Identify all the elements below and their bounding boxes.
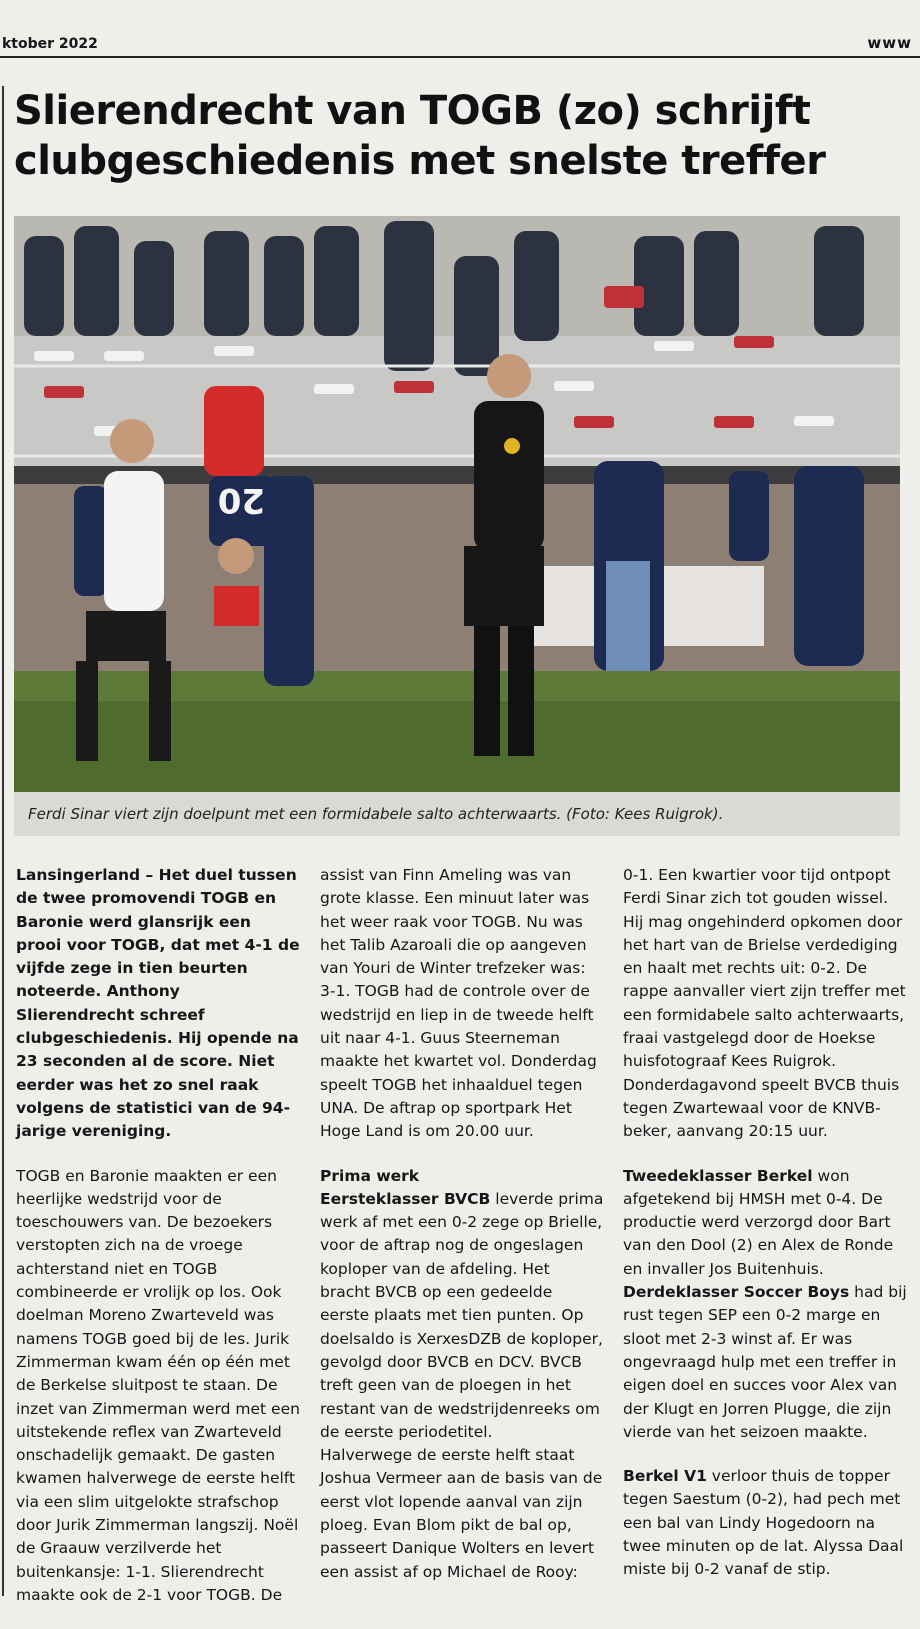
paragraph: Halverwege de eerste helft staat Joshua Vermeer aan de basis van de eerst vlot lopende aanval van zijn ploeg. Evan Blom pikt de bal op, passeert Danique Wolters en levert een assist af op Michael de Rooy: (320, 1446, 603, 1581)
paragraph-text: verloor thuis de topper tegen Saestum (0-2), had pech met een bal van Lindy Hogedoorn na twee minuten op de lat. Alyssa Daal miste bij 0-2 vanaf de stip. (623, 1467, 904, 1579)
article-lead: Lansingerland – Het duel tussen de twee promovendi TOGB en Baronie werd glansrijk een prooi voor TOGB, dat met 4-1 de vijfde zege in tien beurten noteerde. Anthony Slierendrecht schreef clubgeschiedenis. Hij opende na 23 seconden al de score. Niet eerder was het zo snel raak volgens de statistici van de 94-jarige vereniging. (16, 866, 300, 1141)
paragraph-text: leverde prima werk af met een 0-2 zege op Brielle, voor de aftrap nog de ongeslagen koploper van de afdeling. Het bracht BVCB op een gedeelde eerste plaats met tien punten. Op doelsaldo is XerxesDZB de koploper, gevolgd door BVCB en DCV. BVCB treft geen van de ploegen in het restant van de wedstrijdenreeks om de eerste periodetitel. (320, 1189, 604, 1441)
paragraph (623, 1281, 907, 1444)
jersey-number: 20 (217, 480, 265, 520)
paragraph (623, 1165, 907, 1281)
article-photo (14, 216, 900, 792)
team-label: Eersteklasser BVCB (320, 1189, 491, 1208)
article-column-2 (320, 864, 604, 1584)
article-column-1 (16, 864, 300, 1607)
paragraph (320, 1188, 604, 1444)
team-label: Berkel V1 (623, 1467, 707, 1486)
headline: Slierendrecht van TOGB (zo) schrijft clubgeschiedenis met snelste treffer (14, 88, 826, 184)
site-label: www (867, 34, 912, 52)
paragraph (623, 1465, 907, 1581)
photo-illustration (14, 216, 900, 792)
column-rule (2, 86, 4, 1596)
paragraph: assist van Finn Ameling was van grote klasse. Een minuut later was het weer raak voor TOGB. Nu was het Talib Azaroali die op aangeven van Youri de Winter trefzeker was: 3-1. TOGB had de controle over de wedstrijd en liep in de tweede helft uit naar 4-1. Guus Steerneman maakte het kwartet vol. Donderdag speelt TOGB het inhaalduel tegen UNA. De aftrap op sportpark Het Hoge Land is om 20.00 uur. (320, 866, 597, 1141)
team-label: Tweedeklasser Berkel (623, 1166, 813, 1185)
team-label: Derdeklasser Soccer Boys (623, 1283, 850, 1302)
photo-caption: Ferdi Sinar viert zijn doelpunt met een formidabele salto achterwaarts. (Foto: Kees Ruigrok). (14, 792, 900, 836)
paragraph-text: won afgetekend bij HMSH met 0-4. De productie werd verzorgd door Bart van den Dool (2) en Alex de Ronde en invaller Jos Buitenhuis. (623, 1166, 894, 1278)
masthead (0, 28, 920, 58)
paragraph: 0-1. Een kwartier voor tijd ontpopt Ferdi Sinar zich tot gouden wissel. Hij mag ongehinderd opkomen door het hart van de Brielse verdediging en haalt met rechts uit: 0-2. De rappe aanvaller viert zijn treffer met een formidabele salto achterwaarts, fraai vastgelegd door de Hoekse huisfotograaf Kees Ruigrok. Donderdagavond speelt BVCB thuis tegen Zwartewaal voor de KNVB-beker, aanvang 20:15 uur. (623, 866, 906, 1141)
article-column-3 (623, 864, 907, 1582)
paragraph: TOGB en Baronie maakten er een heerlijke wedstrijd voor de toeschouwers van. De bezoekers verstopten zich na de vroege achterstand niet en TOGB combineerde er vrolijk op los. Ook doelman Moreno Zwarteveld was namens TOGB goed bij de les. Jurik Zimmerman kwam één op één met de Berkelse sluitpost te staan. De inzet van Zimmerman werd met een uitstekende reflex van Zwarteveld onschadelijk gemaakt. De gasten kwamen halverwege de eerste helft via een slim uitgelokte strafschop door Jurik Zimmerman langszij. Noël de Graauw verzilverde het buitenkansje: 1-1. Slierendrecht maakte ook de 2-1 voor TOGB. De (16, 1166, 300, 1604)
edition-date: ktober 2022 (2, 36, 98, 52)
subheading: Prima werk (320, 1166, 420, 1185)
paragraph-text: had bij rust tegen SEP een 0-2 marge en sloot met 2-3 winst af. Er was ongevraagd hulp met een treffer in eigen doel en succes voor Alex van der Klugt en Jorren Plugge, die zijn vierde van het seizoen maakte. (623, 1283, 907, 1441)
